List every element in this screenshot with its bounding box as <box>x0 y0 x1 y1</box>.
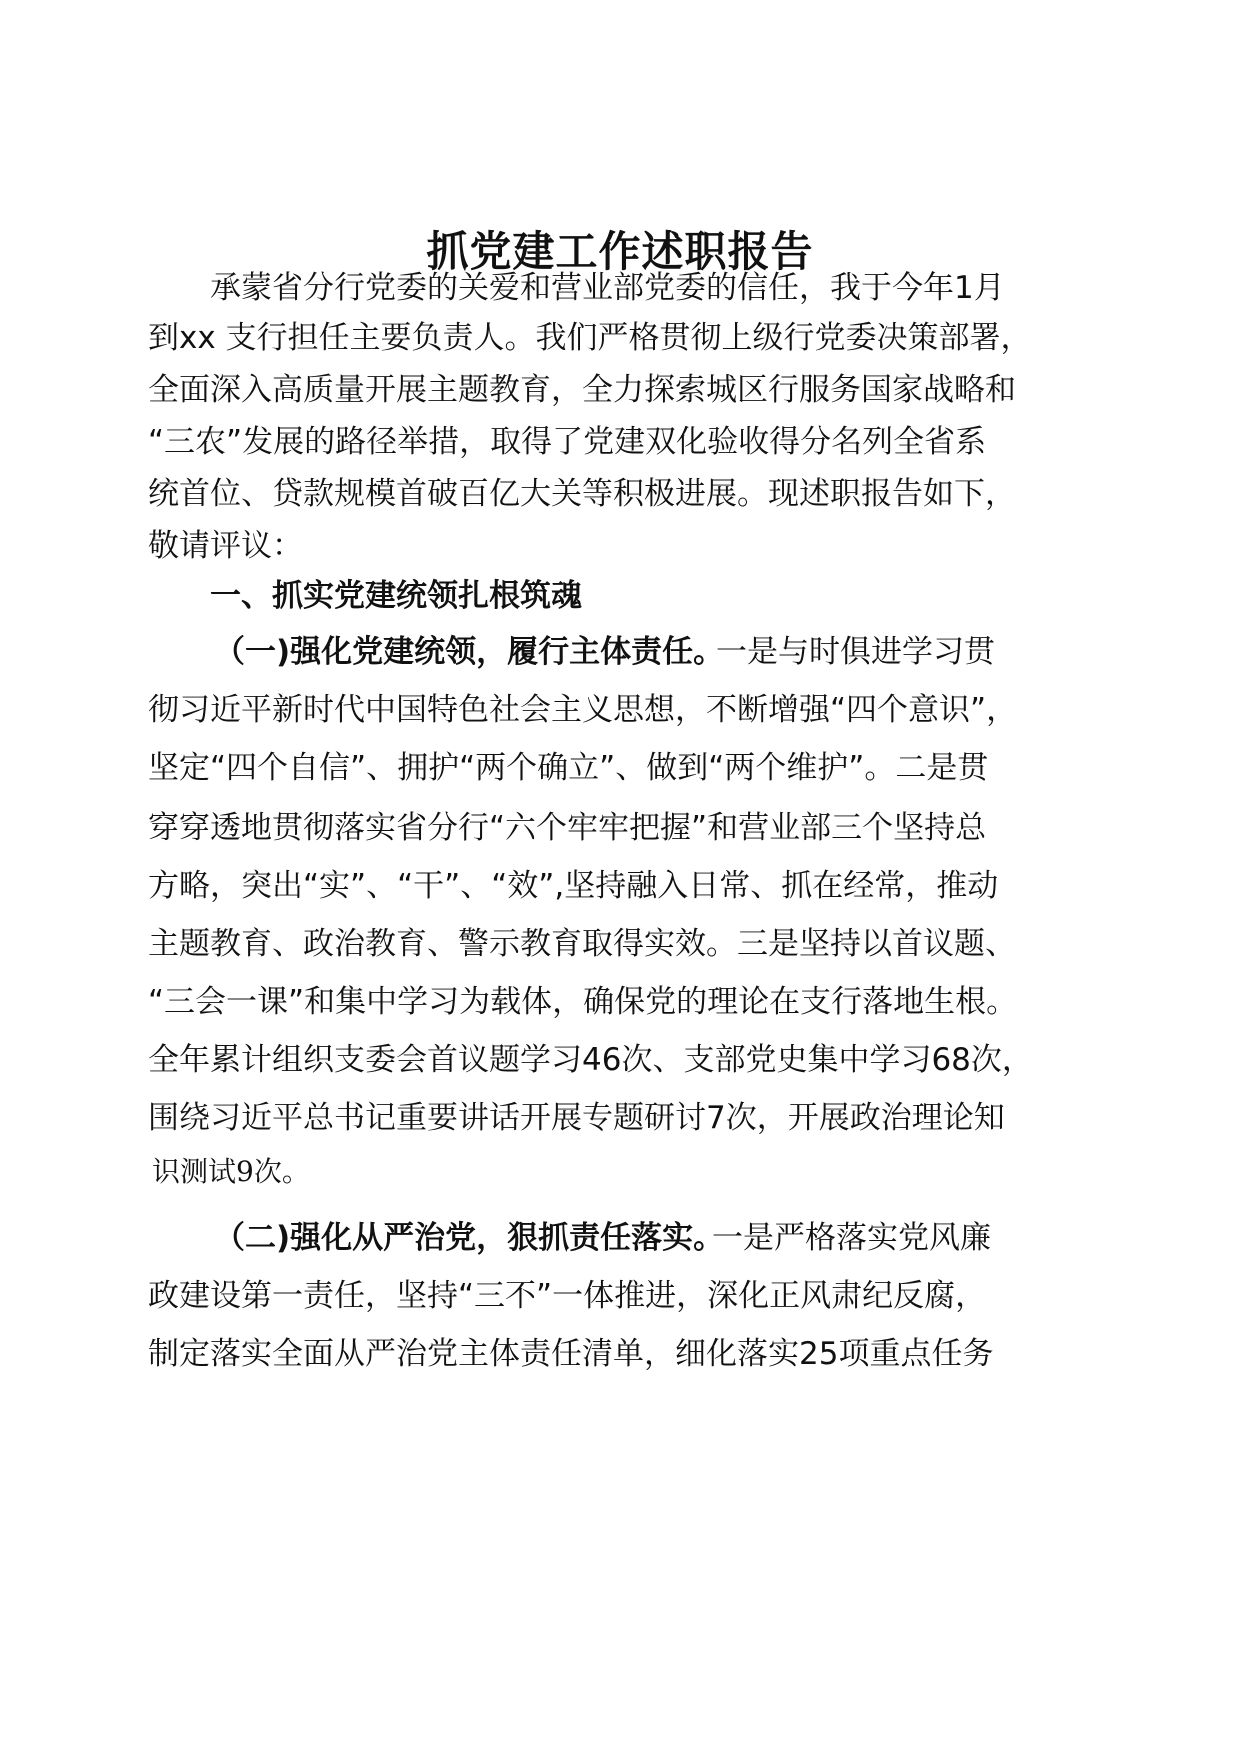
section-heading-1: 一、抓实党建统领扎根筑魂 <box>210 578 582 614</box>
body-line-15: 围绕习近平总书记重要讲话开展专题研讨7次，开展政治理论知 <box>148 1100 1005 1136</box>
body-line-1: 承蒙省分行党委的关爱和营业部党委的信任，我于今年1月 <box>210 270 1005 306</box>
subsection-heading-1: （一)强化党建统领，履行主体责任。 <box>214 634 725 670</box>
body-line-13: “三会一课”和集中学习为载体，确保党的理论在支行落地生根。 <box>148 984 1018 1020</box>
body-line-18: 政建设第一责任，坚持“三不”一体推进，深化正风肃纪反腐， <box>148 1278 987 1314</box>
body-line-11: 方略，突出“实”、“干”、“效”,坚持融入日常、抓在经常，推动 <box>148 868 999 904</box>
document-title: 抓党建工作述职报告 <box>426 227 814 276</box>
body-line-16: 识测试9次。 <box>152 1155 310 1188</box>
body-line-9: 坚定“四个自信”、拥护“两个确立”、做到“两个维护”。二是贯 <box>148 750 989 786</box>
body-line-14: 全年累计组织支委会首议题学习46次、支部党史集中学习68次， <box>148 1042 1033 1078</box>
body-line-12: 主题教育、政治教育、警示教育取得实效。三是坚持以首议题、 <box>148 926 1016 962</box>
body-line-6: 敬请评议： <box>148 528 303 564</box>
body-line-3: 全面深入高质量开展主题教育，全力探索城区行服务国家战略和 <box>148 372 1016 408</box>
subsection-heading-2: （二)强化从严治党，狠抓责任落实。 <box>214 1220 725 1256</box>
body-line-7: 一是与时俱进学习贯 <box>716 634 995 670</box>
body-line-5: 统首位、贷款规模首破百亿大关等积极进展。现述职报告如下， <box>148 476 1016 512</box>
body-line-17: 一是严格落实党风廉 <box>712 1220 991 1256</box>
body-line-19: 制定落实全面从严治党主体责任清单，细化落实25项重点任务 <box>148 1336 994 1372</box>
body-line-4: “三农”发展的路径举措，取得了党建双化验收得分名列全省系 <box>148 424 987 460</box>
body-line-10: 穿穿透地贯彻落实省分行“六个牢牢把握”和营业部三个坚持总 <box>148 810 987 846</box>
body-line-2: 到xx 支行担任主要负责人。我们严格贯彻上级行党委决策部署， <box>148 320 1032 356</box>
body-line-8: 彻习近平新时代中国特色社会主义思想，不断增强“四个意识”， <box>148 692 1018 728</box>
